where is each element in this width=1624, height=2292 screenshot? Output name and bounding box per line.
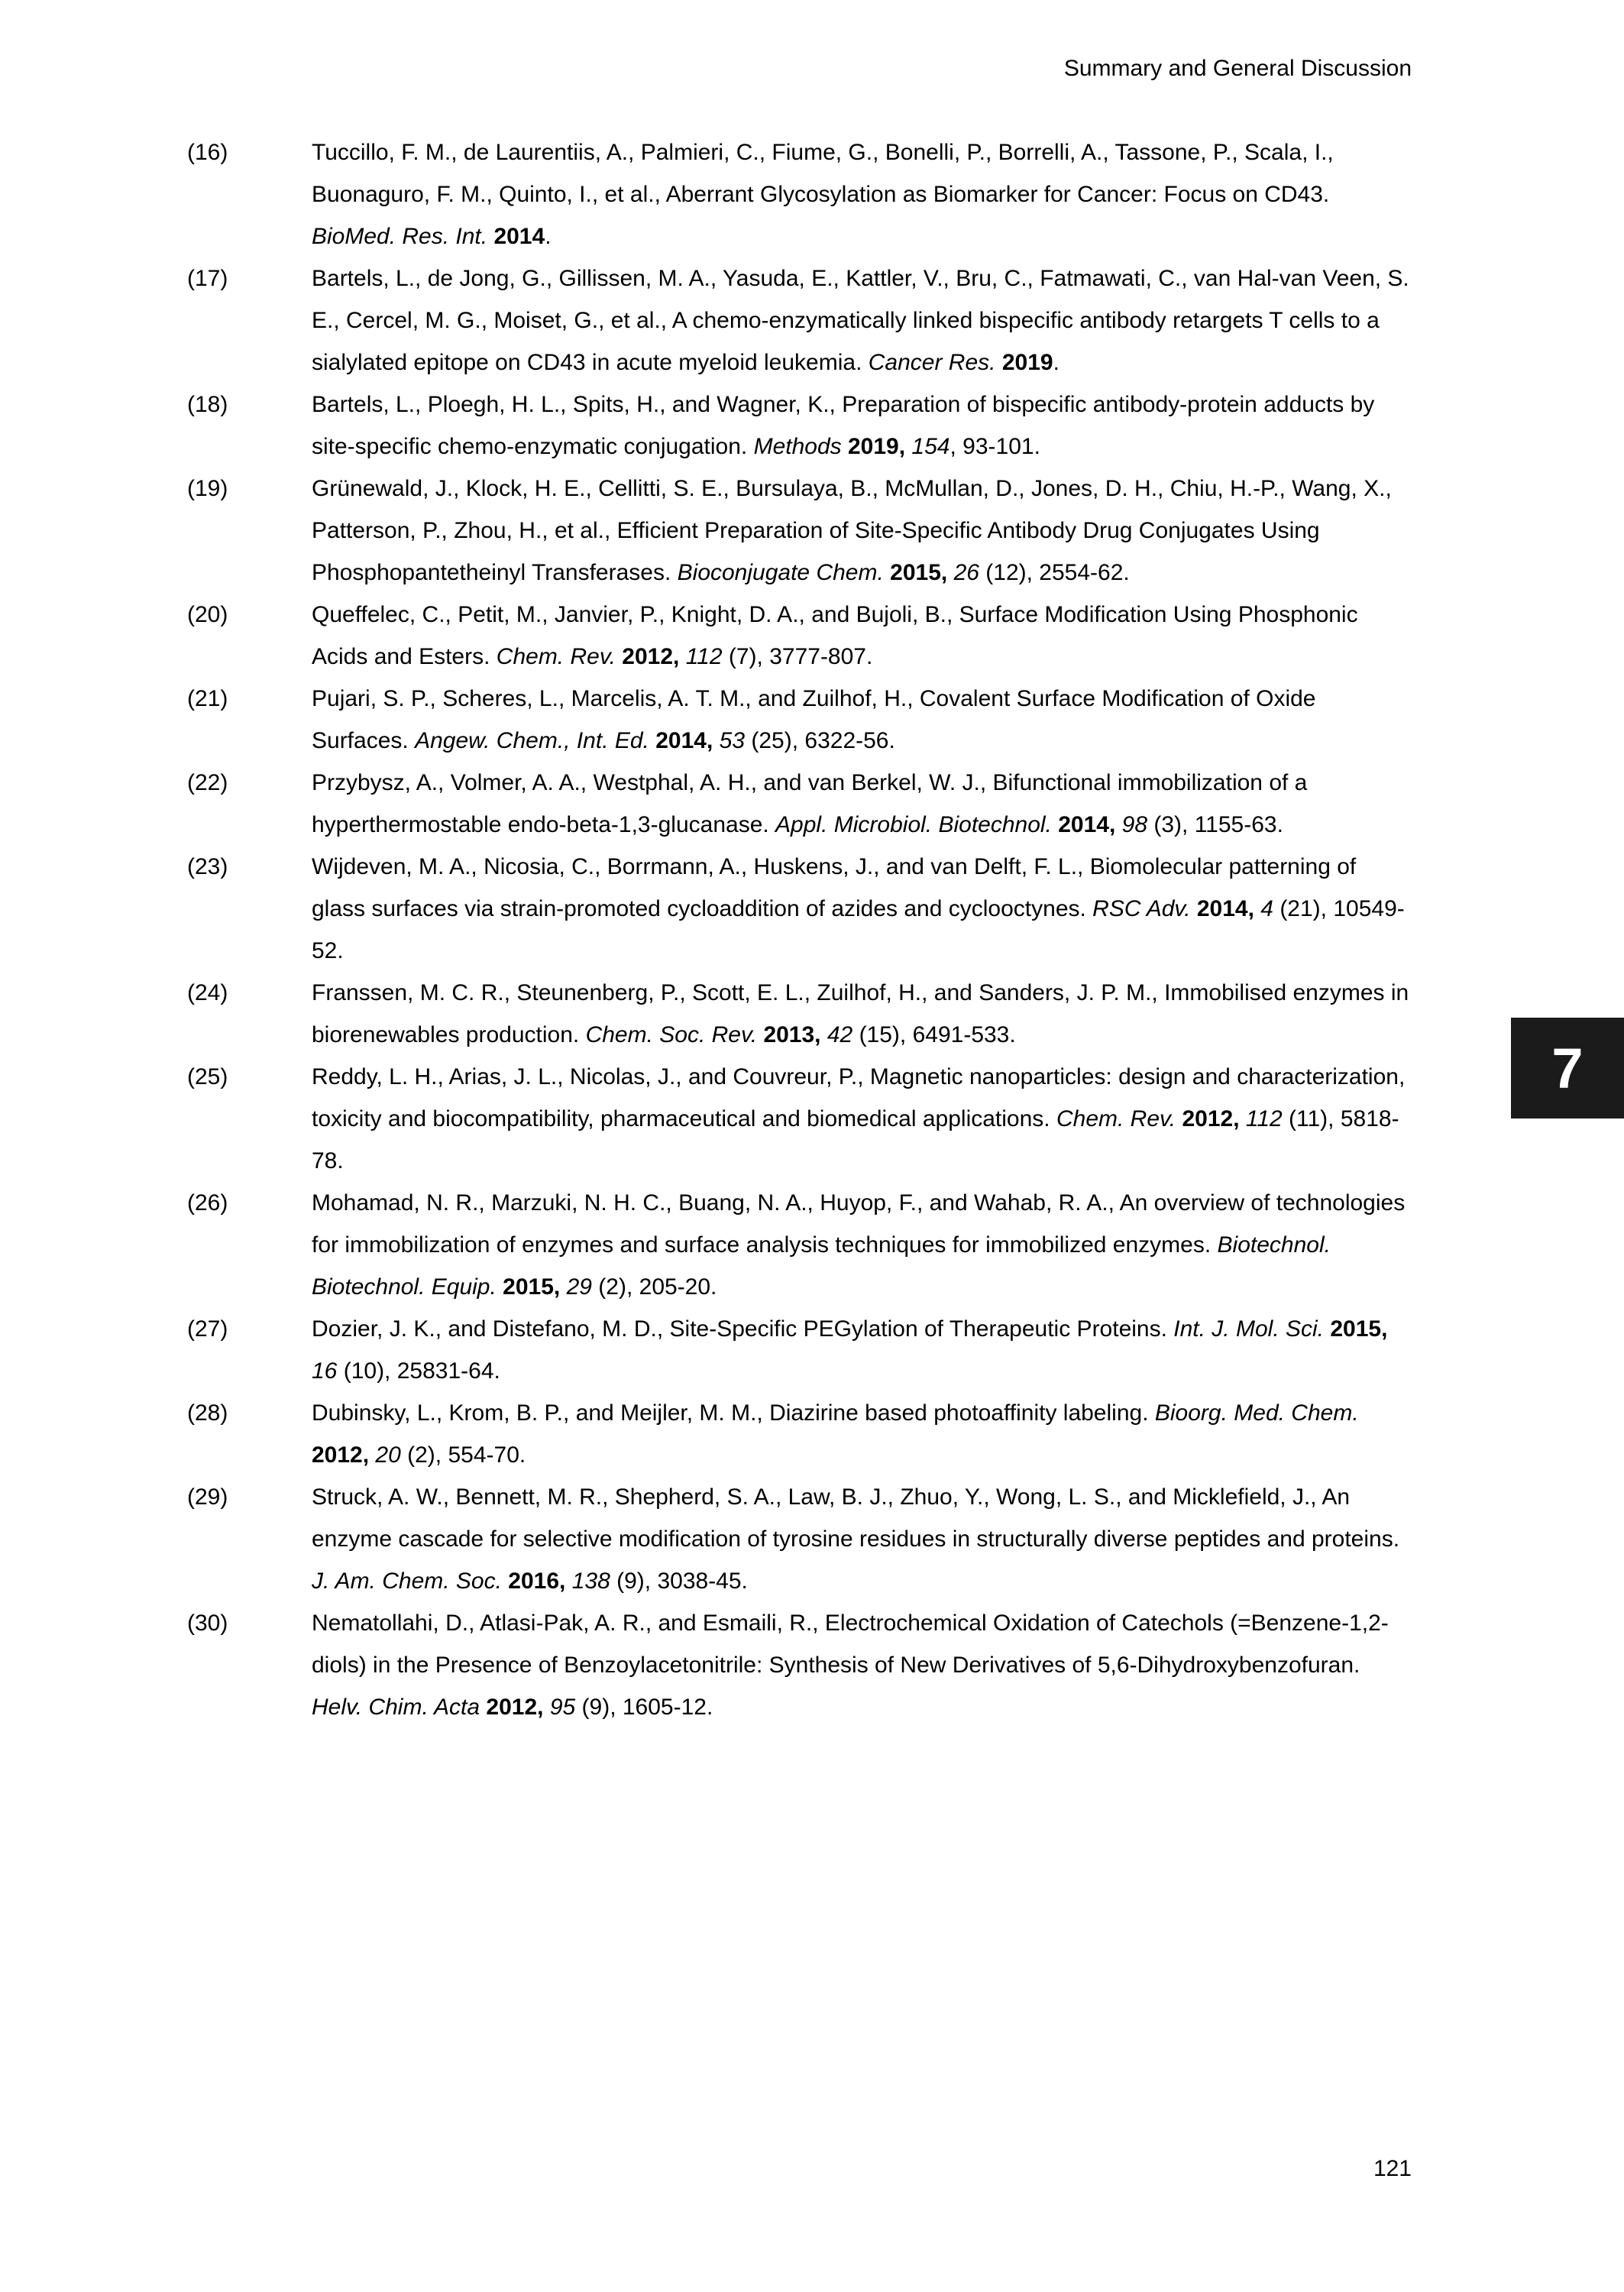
reference-item — [187, 762, 1412, 846]
reference-item — [187, 678, 1412, 762]
reference-number: (20) — [187, 602, 228, 627]
reference-number: (30) — [187, 1611, 228, 1636]
reference-text: Nematollahi, D., Atlasi-Pak, A. R., and Esmaili, R., Electrochemical Oxidation of Catechols (=Benzene-1,2-diols) in the Presence of Benzoylacetonitrile: Synthesis of New Derivatives of 5,6-Dihydroxybenzofuran. Helv. Chim. Acta 2012, 95 (9), 1605-12. — [312, 1611, 1389, 1720]
reference-text: Tuccillo, F. M., de Laurentiis, A., Palmieri, C., Fiume, G., Bonelli, P., Borrelli, A., Tassone, P., Scala, I., Buonaguro, F. M., Quinto, I., et al., Aberrant Glycosylation as Biomarker for Cancer: Focus on CD43. BioMed. Res. Int. 2014. — [312, 140, 1334, 249]
reference-item — [187, 384, 1412, 468]
reference-number: (19) — [187, 476, 228, 501]
reference-text: Struck, A. W., Bennett, M. R., Shepherd, S. A., Law, B. J., Zhuo, Y., Wong, L. S., and Micklefield, J., An enzyme cascade for selective modification of tyrosine residues in structurally diverse peptides and proteins. J. Am. Chem. Soc. 2016, 138 (9), 3038-45. — [312, 1484, 1400, 1594]
reference-text: Wijdeven, M. A., Nicosia, C., Borrmann, A., Huskens, J., and van Delft, F. L., Biomolecular patterning of glass surfaces via strain-promoted cycloaddition of azides and cyclooctynes. RSC Adv. 2014, 4 (21), 10549-52. — [312, 854, 1405, 963]
running-header: Summary and General Discussion — [1063, 56, 1412, 81]
reference-text: Dozier, J. K., and Distefano, M. D., Site-Specific PEGylation of Therapeutic Proteins. Int. J. Mol. Sci. 2015, 16 (10), 25831-64. — [312, 1316, 1388, 1384]
reference-item — [187, 594, 1412, 678]
reference-item — [187, 468, 1412, 594]
reference-number: (26) — [187, 1190, 228, 1216]
reference-number: (18) — [187, 392, 228, 417]
reference-item — [187, 1476, 1412, 1602]
reference-number: (24) — [187, 980, 228, 1005]
reference-text: Bartels, L., Ploegh, H. L., Spits, H., and Wagner, K., Preparation of bispecific antibody-protein adducts by site-specific chemo-enzymatic conjugation. Methods 2019, 154, 93-101. — [312, 392, 1375, 459]
page-number: 121 — [1373, 2156, 1412, 2181]
reference-item — [187, 257, 1412, 384]
reference-text: Queffelec, C., Petit, M., Janvier, P., Knight, D. A., and Bujoli, B., Surface Modification Using Phosphonic Acids and Esters. Chem. Rev. 2012, 112 (7), 3777-807. — [312, 602, 1358, 669]
chapter-number: 7 — [1551, 1036, 1584, 1100]
reference-text: Franssen, M. C. R., Steunenberg, P., Scott, E. L., Zuilhof, H., and Sanders, J. P. M., Immobilised enzymes in biorenewables production. Chem. Soc. Rev. 2013, 42 (15), 6491-533. — [312, 980, 1409, 1047]
reference-item — [187, 1602, 1412, 1728]
reference-number: (23) — [187, 854, 228, 879]
reference-item — [187, 131, 1412, 257]
reference-number: (29) — [187, 1484, 228, 1510]
reference-text: Reddy, L. H., Arias, J. L., Nicolas, J., and Couvreur, P., Magnetic nanoparticles: design and characterization, toxicity and biocompatibility, pharmaceutical and biomedical applications. Chem. Rev. 2012, 112 (11), 5818-78. — [312, 1064, 1406, 1174]
reference-number: (25) — [187, 1064, 228, 1089]
reference-list — [187, 131, 1412, 1728]
reference-number: (17) — [187, 266, 228, 291]
reference-text: Pujari, S. P., Scheres, L., Marcelis, A. T. M., and Zuilhof, H., Covalent Surface Modification of Oxide Surfaces. Angew. Chem., Int. Ed. 2014, 53 (25), 6322-56. — [312, 686, 1316, 753]
reference-text: Bartels, L., de Jong, G., Gillissen, M. A., Yasuda, E., Kattler, V., Bru, C., Fatmawati, C., van Hal-van Veen, S. E., Cercel, M. G., Moiset, G., et al., A chemo-enzymatically linked bispecific antibody retargets T cells to a sialylated epitope on CD43 in acute myeloid leukemia. Cancer Res. 2019. — [312, 266, 1409, 375]
reference-item — [187, 846, 1412, 972]
reference-number: (16) — [187, 140, 228, 165]
reference-text: Mohamad, N. R., Marzuki, N. H. C., Buang, N. A., Huyop, F., and Wahab, R. A., An overview of technologies for immobilization of enzymes and surface analysis techniques for immobilized enzymes. Biotechnol. Biotechnol. Equip. 2015, 29 (2), 205-20. — [312, 1190, 1406, 1300]
reference-text: Grünewald, J., Klock, H. E., Cellitti, S. E., Bursulaya, B., McMullan, D., Jones, D. H., Chiu, H.-P., Wang, X., Patterson, P., Zhou, H., et al., Efficient Preparation of Site-Specific Antibody Drug Conjugates Using Phosphopantetheinyl Transferases. Bioconjugate Chem. 2015, 26 (12), 2554-62. — [312, 476, 1392, 585]
reference-item — [187, 1056, 1412, 1182]
reference-item — [187, 1182, 1412, 1308]
chapter-tab — [1511, 1018, 1624, 1118]
reference-number: (21) — [187, 686, 228, 711]
reference-number: (28) — [187, 1400, 228, 1426]
reference-number: (22) — [187, 770, 228, 795]
reference-number: (27) — [187, 1316, 228, 1342]
reference-item — [187, 972, 1412, 1056]
reference-item — [187, 1392, 1412, 1476]
reference-item — [187, 1308, 1412, 1392]
reference-text: Dubinsky, L., Krom, B. P., and Meijler, M. M., Diazirine based photoaffinity labeling. Bioorg. Med. Chem. 2012, 20 (2), 554-70. — [312, 1400, 1359, 1468]
reference-text: Przybysz, A., Volmer, A. A., Westphal, A. H., and van Berkel, W. J., Bifunctional immobilization of a hyperthermostable endo-beta-1,3-glucanase. Appl. Microbiol. Biotechnol. 2014, 98 (3), 1155-63. — [312, 770, 1308, 837]
